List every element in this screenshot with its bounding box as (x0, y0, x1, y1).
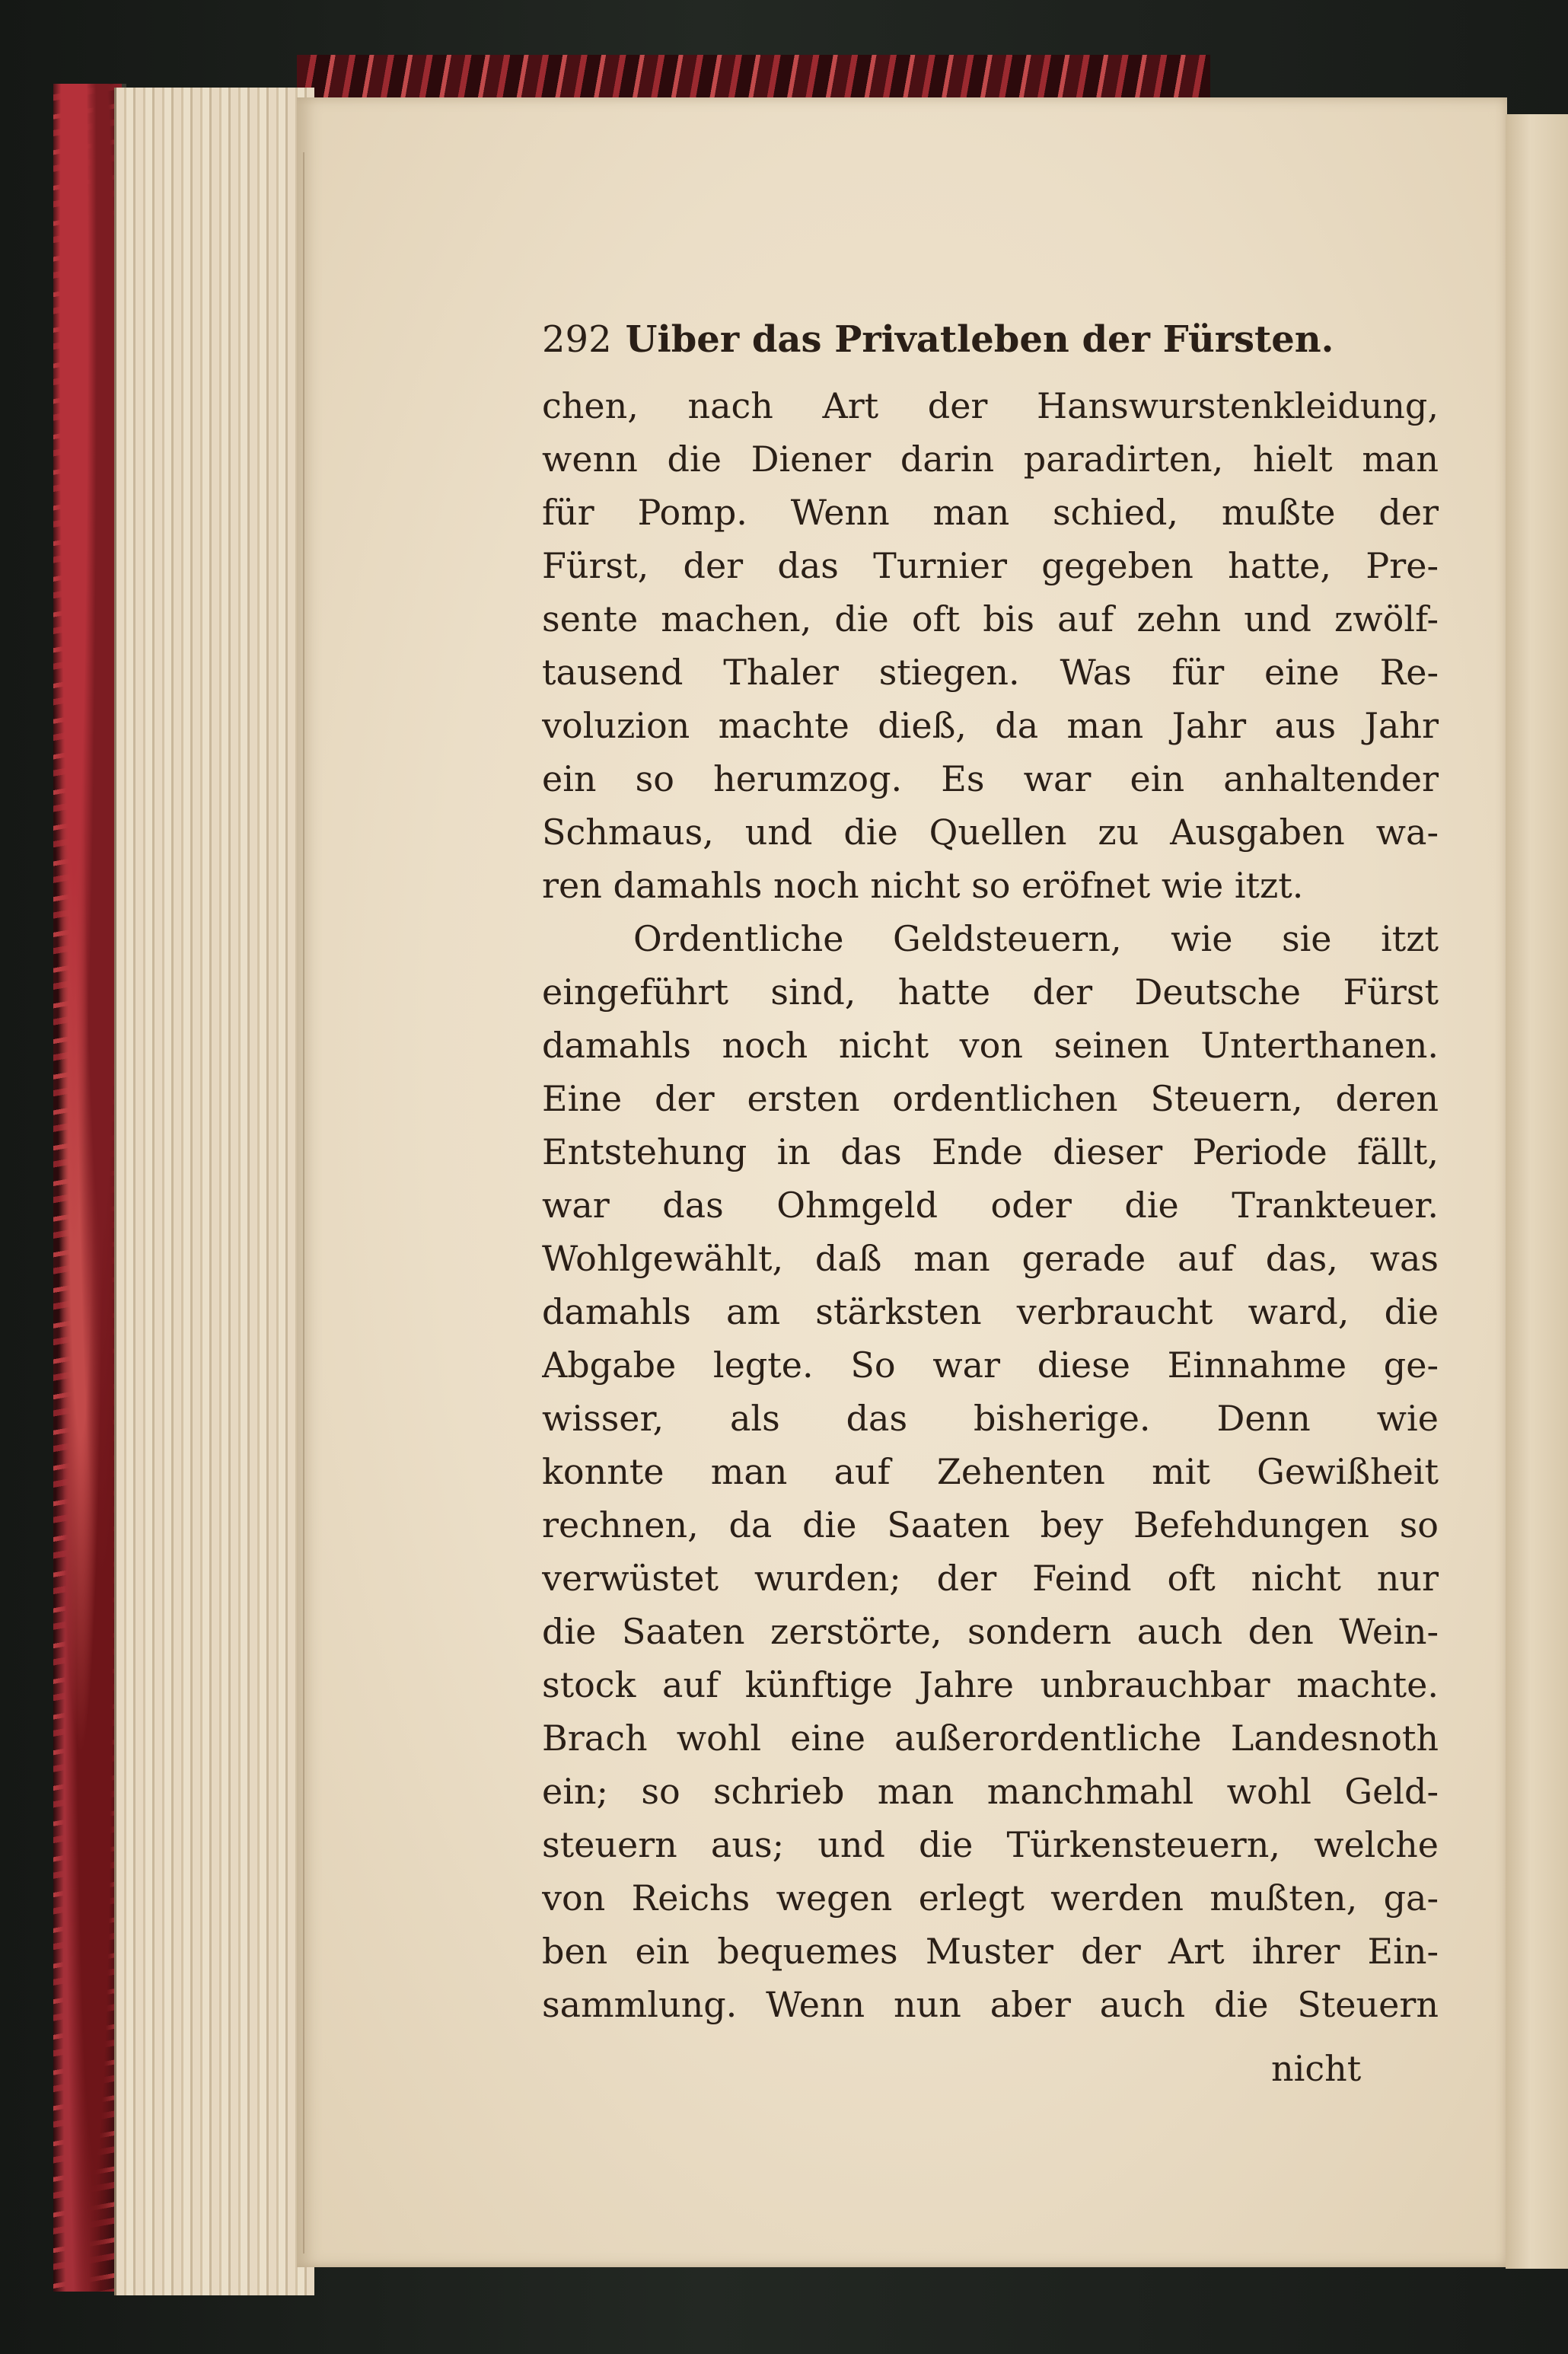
page-number: 292 (542, 318, 612, 361)
text-line: rechnen, da die Saaten bey Befehdungen so (542, 1504, 1439, 1545)
text-line: ein; so schrieb man manchmahl wohl Geld- (542, 1771, 1439, 1812)
text-line: Schmaus, und die Quellen zu Ausgaben wa- (542, 812, 1439, 853)
marbled-cover-top (297, 55, 1210, 100)
text-line: damahls noch nicht von seinen Unterthanen. (542, 1025, 1439, 1066)
text-line: chen, nach Art der Hanswurstenkleidung, (542, 385, 1439, 426)
text-line: damahls am stärksten verbraucht ward, die (542, 1291, 1439, 1332)
text-line: für Pomp. Wenn man schied, mußte der (542, 492, 1439, 533)
page-edges (114, 88, 314, 2295)
text-line: wisser, als das bisherige. Denn wie (542, 1398, 1439, 1439)
running-title: Uiber das Privatleben der Fürsten. (625, 318, 1334, 361)
text-line: stock auf künftige Jahre unbrauchbar machte. (542, 1664, 1439, 1705)
text-line: von Reichs wegen erlegt werden mußten, ga- (542, 1877, 1439, 1919)
text-line: Wohlgewählt, daß man gerade auf das, was (542, 1238, 1439, 1279)
text-line: tausend Thaler stiegen. Was für eine Re- (542, 652, 1439, 693)
text-line: ren damahls noch nicht so eröfnet wie itzt. (542, 865, 1304, 906)
text-line: ein so herumzog. Es war ein anhaltender (542, 758, 1439, 799)
text-line: sammlung. Wenn nun aber auch die Steuern (542, 1984, 1439, 2025)
text-line: Abgabe legte. So war diese Einnahme ge- (542, 1344, 1439, 1386)
catchword: nicht (1271, 2048, 1362, 2089)
text-line: eingeführt sind, hatte der Deutsche Fürst (542, 971, 1439, 1013)
text-line: wenn die Diener darin paradirten, hielt man (542, 439, 1439, 480)
gutter-line (303, 152, 304, 2254)
text-line: sente machen, die oft bis auf zehn und zwölf- (542, 598, 1439, 640)
text-line: konnte man auf Zehenten mit Gewißheit (542, 1451, 1439, 1492)
text-line: Eine der ersten ordentlichen Steuern, deren (542, 1078, 1439, 1119)
text-line: ben ein bequemes Muster der Art ihrer Ein- (542, 1931, 1439, 1972)
text-line: Entstehung in das Ende dieser Periode fällt, (542, 1131, 1439, 1172)
text-line: war das Ohmgeld oder die Trankteuer. (542, 1185, 1439, 1226)
page-header (542, 318, 1439, 372)
text-line: verwüstet wurden; der Feind oft nicht nur (542, 1558, 1439, 1599)
text-line: steuern aus; und die Türkensteuern, welche (542, 1824, 1439, 1865)
text-line: Ordentliche Geldsteuern, wie sie itzt (633, 918, 1439, 959)
text-line: Brach wohl eine außerordentliche Landesnoth (542, 1718, 1439, 1759)
facing-page-edge (1506, 114, 1568, 2269)
text-line: Fürst, der das Turnier gegeben hatte, Pre- (542, 545, 1439, 586)
text-line: voluzion machte dieß, da man Jahr aus Jahr (542, 705, 1439, 746)
text-line: die Saaten zerstörte, sondern auch den Wein- (542, 1611, 1439, 1652)
